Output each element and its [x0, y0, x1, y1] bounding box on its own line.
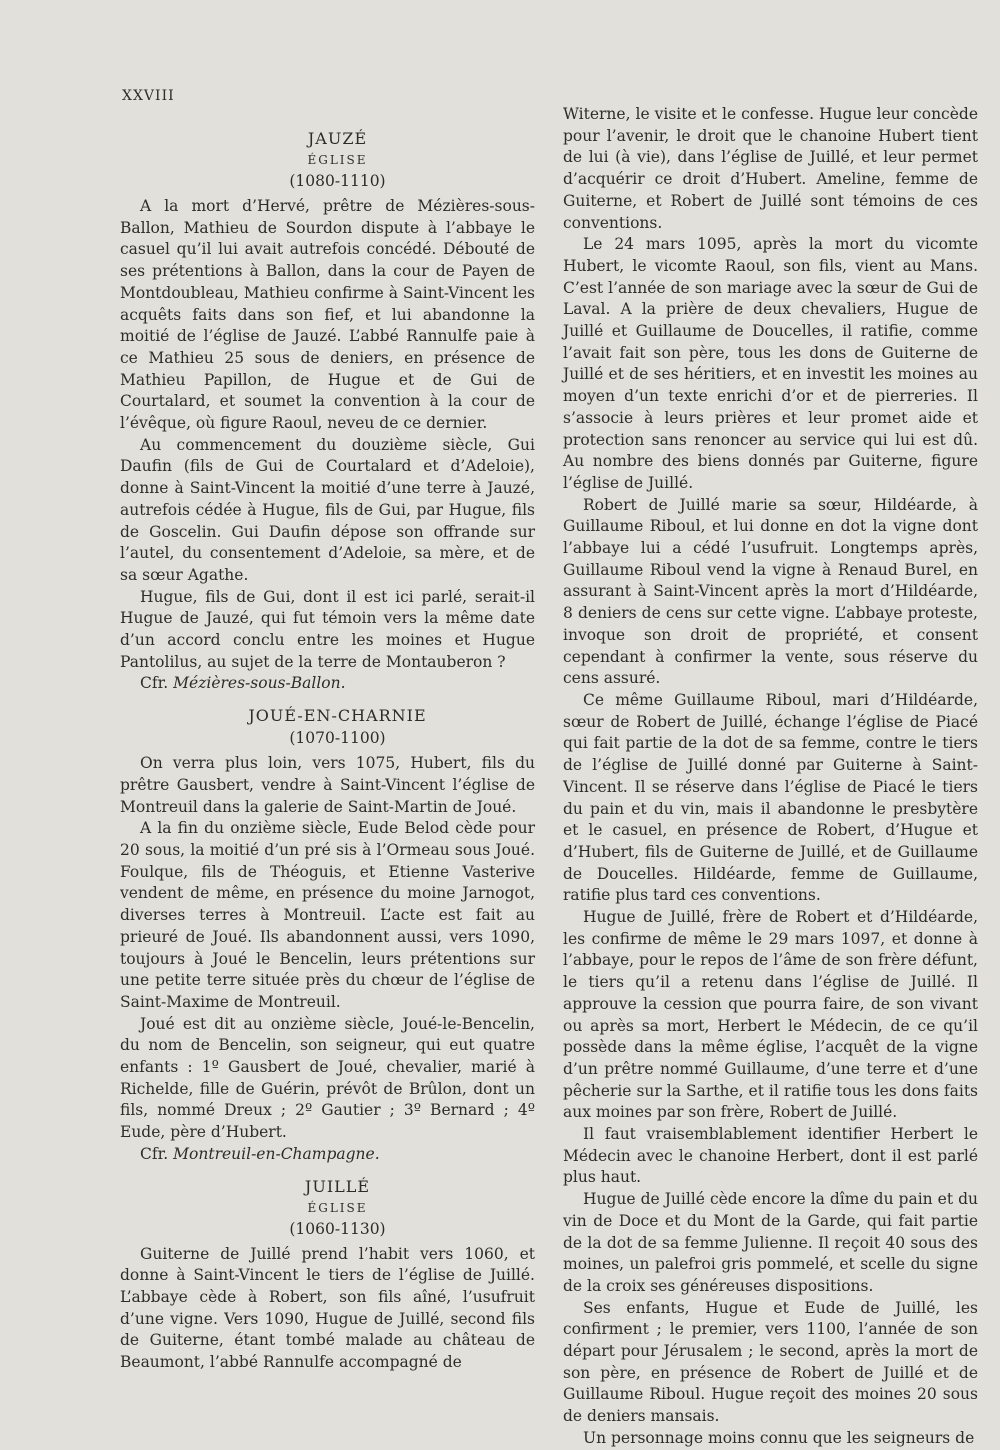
paragraph: Hugue, fils de Gui, dont il est ici parlé, serait-il Hugue de Jauzé, qui fut témoin vers la même date d’un accord conclu entre les moines et Hugue Pantolilus, au sujet de la terre de Montauberon ? — [120, 587, 535, 671]
paragraph: Hugue de Juillé cède encore la dîme du pain et du vin de Doce et du Mont de la Garde, qui fait partie de la dot de sa femme Julienne. Il reçoit 40 sous des moines, un palefroi gris pommelé, et scelle du signe de la croix ses généreuses dispositions. — [563, 1190, 978, 1295]
section-dates: (1070-1100) — [289, 729, 386, 748]
paragraph: Ce même Guillaume Riboul, mari d’Hildéarde, sœur de Robert de Juillé, échange l’église de Piacé qui fait partie de la dot de sa femme, contre le tiers de l’église de Juillé donné par Guiterne à Saint-Vincent. Il se réserve dans l’église de Piacé le tiers du pain et du vin, mais il abandonne le presbytère et le casuel, en présence de Robert, d’Hugue et d’Hubert, fils de Guiterne de Juillé, et de Guillaume de Doucelles. Hildéarde, femme de Guillaume, ratifie plus tard ces conventions. — [563, 690, 978, 905]
cfr-ref: Mézières-sous-Ballon. — [173, 674, 346, 693]
paragraph: Ses enfants, Hugue et Eude de Juillé, les confirment ; le premier, vers 1100, l’année de son départ pour Jérusalem ; le second, après la mort de son père, en présence de Robert de Juillé et de Guillaume Riboul. Hugue reçoit des moines 20 sous de deniers mansais. — [563, 1298, 978, 1426]
paragraph: Le 24 mars 1095, après la mort du vicomte Hubert, le vicomte Raoul, son fils, vient au Mans. C’est l’année de son mariage avec la sœur de Gui de Laval. A la prière de deux chevaliers, Hugue de Juillé et Guillaume de Doucelles, il ratifie, comme l’avait fait son père, tous les dons de Guiterne de Juillé et de ses héritiers, et en investit les moines au moyen d’un texte enrichi d’or et de pierreries. Il s’associe à leurs prières et leur promet aide et protection sans renoncer au service qui lui est dû. Au nombre des biens donnés par Guiterne, figure l’église de Juillé. — [563, 235, 978, 492]
section-dates: (1060-1130) — [289, 1219, 386, 1238]
paragraph: A la mort d’Hervé, prêtre de Mézières-sous-Ballon, Mathieu de Sourdon dispute à l’abbaye le casuel qu’il lui avait autrefois concédé. Débouté de ses prétentions à Ballon, dans la cour de Payen de Montdoubleau, Mathieu confirme à Saint-Vincent les acquêts faits dans son fief, et lui abandonne la moitié de l’église de Jauzé. L’abbé Rannulfe paie à ce Mathieu 25 sous de deniers, en présence de Mathieu Papillon, de Hugue et de Gui de Courtalard, et soumet la convention à la cour de l’évêque, où figure Raoul, neveu de ce dernier. — [120, 197, 535, 433]
cfr-label: Cfr. — [140, 674, 169, 693]
paragraph: Au commencement du douzième siècle, Gui Daufin (fils de Gui de Courtalard et d’Adeloie), donne à Saint-Vincent la moitié d’une terre à Jauzé, autrefois cédée à Hugue, fils de Gui, par Hugue, fils de Goscelin. Gui Daufin dépose son offrande sur l’autel, du consentement d’Adeloie, sa mère, et de sa sœur Agathe. — [120, 435, 535, 584]
paragraph: Hugue de Juillé, frère de Robert et d’Hildéarde, les confirme de même le 29 mars 1097, et donne à l’abbaye, pour le repos de l’âme de son frère défunt, le tiers qu’il a retenu dans l’église de Juillé. Il approuve la cession que pourra faire, de son vivant ou après sa mort, Herbert le Médecin, de ce qu’il possède dans la même église, l’acquêt de la vigne d’un prêtre nommé Guillaume, d’une terre et d’une pêcherie sur la Sarthe, et il ratifie tous les dons faits aux moines par son frère, Robert de Juillé. — [563, 908, 978, 1122]
paragraph: A la fin du onzième siècle, Eude Belod cède pour 20 sous, la moitié d’un pré sis à l’Ormeau sous Joué. Foulque, fils de Théoguis, et Etienne Vasterive vendent de même, en présence du moine Jarnogot, diverses terres à Montreuil. L’acte est fait au prieuré de Joué. Ils abandonnent aussi, vers 1090, toujours à Joué le Bencelin, leurs prétentions sur une petite terre située près du chœur de l’église de Saint-Maxime de Montreuil. — [120, 819, 535, 1011]
section-jauze — [120, 128, 535, 695]
paragraph: On verra plus loin, vers 1075, Hubert, fils du prêtre Gausbert, vendre à Saint-Vincent l’église de Montreuil dans la galerie de Saint-Martin de Joué. — [120, 754, 535, 816]
right-column — [563, 104, 978, 1450]
cfr-ref: Montreuil-en-Champagne. — [173, 1144, 380, 1163]
cross-reference — [120, 1144, 535, 1166]
section-subtitle: ÉGLISE — [307, 153, 368, 167]
paragraph: Il faut vraisemblablement identifier Herbert le Médecin avec le chanoine Herbert, dont il est parlé plus haut. — [563, 1125, 978, 1187]
section-joue — [120, 705, 535, 1165]
cross-reference — [120, 673, 535, 695]
section-dates: (1080-1110) — [289, 172, 386, 190]
paragraph: Joué est dit au onzième siècle, Joué-le-Bencelin, du nom de Bencelin, son seigneur, qui eut quatre enfants : 1º Gausbert de Joué, chevalier, marié à Richelde, fille de Guérin, prévôt de Brûlon, dont un fils, nommé Dreux ; 2º Gautier ; 3º Bernard ; 4º Eude, père d’Hubert. — [120, 1014, 535, 1142]
paragraph: Witerne, le visite et le confesse. Hugue leur concède pour l’avenir, le droit que le chanoine Hubert tient de lui (à vie), dans l’église de Juillé, et leur permet d’acquérir ce droit d’Hubert. Ameline, femme de Guiterne, et Robert de Juillé sont témoins de ces conventions. — [563, 105, 978, 232]
page-number: XXVIII — [122, 88, 175, 104]
paragraph: Un personnage moins connu que les seigneurs de — [583, 1428, 975, 1447]
cfr-label: Cfr. — [140, 1144, 169, 1163]
section-title: JAUZÉ — [307, 129, 368, 148]
section-title: JOUÉ-EN-CHARNIE — [248, 706, 427, 726]
paragraph: Guiterne de Juillé prend l’habit vers 1060, et donne à Saint-Vincent le tiers de l’église de Juillé. L’abbaye cède à Robert, son fils aîné, l’usufruit d’une vigne. Vers 1090, Hugue de Juillé, second fils de Guiterne, étant tombé malade au château de Beaumont, l’abbé Rannulfe accompagné de — [120, 1244, 535, 1372]
section-juille — [120, 1176, 535, 1374]
section-subtitle: ÉGLISE — [307, 1200, 368, 1215]
left-column — [120, 128, 535, 1374]
paragraph: Robert de Juillé marie sa sœur, Hildéarde, à Guillaume Riboul, et lui donne en dot la vigne dont l’abbaye lui a cédé l’usufruit. Longtemps après, Guillaume Riboul vend la vigne à Renaud Burel, en assurant à Saint-Vincent après la mort d’Hildéarde, 8 deniers de cens sur cette vigne. L’abbaye proteste, invoque son droit de propriété, et consent cependant à confirmer la vente, sous réserve du cens assuré. — [563, 495, 978, 688]
section-title: JUILLÉ — [304, 1176, 371, 1196]
